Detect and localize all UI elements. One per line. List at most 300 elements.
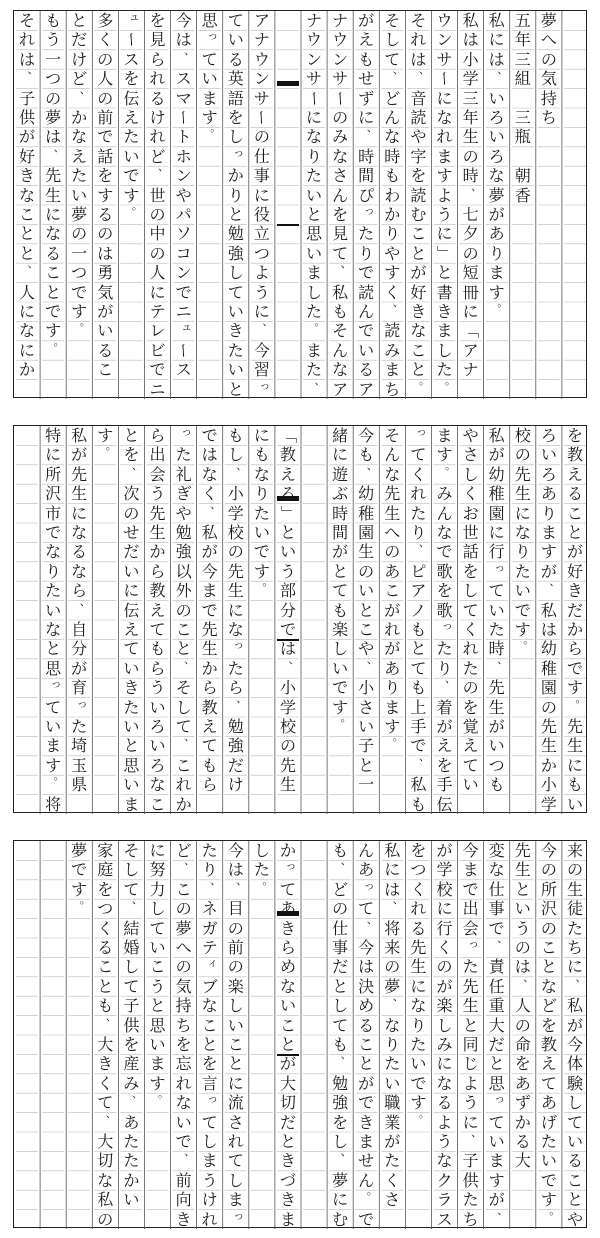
manuscript-character: 、 [131, 458, 143, 472]
manuscript-character: の [540, 49, 557, 69]
manuscript-character: が [436, 717, 453, 736]
manuscript-character: を [514, 1054, 531, 1074]
manuscript-character: は [175, 30, 192, 50]
manuscript-character: っ [233, 145, 245, 159]
manuscript-character: ィ [207, 956, 219, 970]
manuscript-character: い [123, 561, 140, 581]
manuscript-character: で [71, 282, 88, 302]
manuscript-character: ろ [149, 717, 166, 736]
manuscript-character: い [227, 1015, 244, 1035]
manuscript-character: た [540, 1132, 557, 1151]
manuscript-character: と [305, 205, 322, 224]
manuscript-character: 先 [201, 620, 218, 639]
manuscript-character: し [436, 1015, 453, 1035]
manuscript-character: サ [305, 69, 322, 89]
manuscript-character: り [410, 523, 427, 542]
manuscript-character: ま [462, 860, 479, 880]
manuscript-character: 、 [340, 1048, 352, 1062]
manuscript-character: な [71, 561, 88, 581]
manuscript-character: た [410, 1035, 427, 1054]
manuscript-character: あ [384, 658, 401, 678]
manuscript-character: ろ [540, 464, 557, 484]
manuscript-character: の [227, 918, 244, 938]
manuscript-character: 礼 [175, 464, 192, 484]
manuscript-character: る [45, 243, 62, 263]
manuscript-character: な [279, 976, 296, 996]
manuscript-character: た [227, 658, 244, 678]
manuscript-character: を [410, 841, 427, 860]
manuscript-character: 験 [566, 1073, 583, 1093]
manuscript-character: い [123, 658, 140, 678]
manuscript-character: て [540, 1073, 557, 1093]
manuscript-character: と [97, 976, 114, 996]
manuscript-character: つ [488, 755, 505, 775]
manuscript-character: 、 [497, 1203, 509, 1217]
manuscript-character: 、 [131, 1087, 143, 1101]
manuscript-character: 自 [71, 620, 88, 639]
manuscript-character: く [97, 30, 114, 50]
manuscript-character: 手 [436, 775, 453, 795]
manuscript-character: に [436, 1054, 453, 1074]
manuscript-character: て [410, 658, 427, 678]
manuscript-character: 人 [149, 263, 166, 283]
manuscript-character: な [305, 127, 322, 147]
manuscript-character: り [45, 561, 62, 581]
manuscript-character: 私 [566, 996, 583, 1016]
manuscript-character: が [488, 717, 505, 736]
manuscript-character: て [149, 620, 166, 639]
manuscript-character: ピ [410, 561, 427, 581]
manuscript-character: て [201, 1112, 218, 1132]
manuscript-character: な [45, 542, 62, 562]
manuscript-character: 読 [384, 321, 401, 341]
manuscript-character: 、 [236, 458, 248, 472]
manuscript-character: 夢 [71, 205, 88, 224]
manuscript-character: で [358, 321, 375, 341]
manuscript-character: の [332, 899, 349, 919]
manuscript-character: 生 [45, 185, 62, 205]
manuscript-character: な [488, 860, 505, 880]
manuscript-character: い [305, 243, 322, 263]
manuscript-character: 学 [540, 794, 557, 814]
manuscript-character: 私 [201, 523, 218, 542]
manuscript-character: 強 [227, 736, 244, 756]
manuscript-character: 生 [514, 860, 531, 880]
manuscript-character: っ [233, 1208, 245, 1222]
manuscript-character: す [71, 302, 88, 321]
manuscript-character: く [462, 620, 479, 639]
manuscript-character: す [436, 166, 453, 186]
manuscript-character: 間 [332, 523, 349, 542]
manuscript-character: う [45, 30, 62, 50]
manuscript-character: ま [201, 1151, 218, 1171]
manuscript-character: ど [175, 841, 192, 860]
manuscript-character: も [384, 166, 401, 186]
manuscript-character: で [279, 620, 296, 639]
manuscript-character: ウ [305, 30, 322, 50]
manuscript-character: 先 [514, 841, 531, 860]
manuscript-character: は [462, 30, 479, 50]
manuscript-character: 、 [523, 970, 535, 984]
manuscript-character: な [436, 108, 453, 127]
manuscript-character: つ [71, 263, 88, 283]
manuscript-character: ど [149, 146, 166, 166]
manuscript-character: 思 [123, 755, 140, 775]
manuscript-character: い [488, 1132, 505, 1151]
manuscript-character: 前 [175, 1170, 192, 1190]
manuscript-character: こ [410, 224, 427, 244]
manuscript-character: っ [363, 878, 375, 892]
manuscript-character: 先 [540, 717, 557, 736]
manuscript-character: は [410, 49, 427, 69]
manuscript-character: す [384, 263, 401, 283]
manuscript-character: 人 [97, 69, 114, 89]
manuscript-character: 時 [462, 166, 479, 186]
manuscript-character: う [149, 976, 166, 996]
manuscript-character: 供 [462, 1170, 479, 1190]
manuscript-character: を [332, 205, 349, 224]
manuscript-character: ち [175, 1015, 192, 1035]
manuscript-character: れ [410, 484, 427, 504]
manuscript-character: ら [279, 938, 296, 957]
manuscript-character: こ [149, 794, 166, 814]
manuscript-character: り [201, 860, 218, 880]
manuscript-character: 変 [488, 841, 505, 860]
manuscript-character: 沢 [45, 484, 62, 504]
manuscript-character: 任 [488, 976, 505, 996]
manuscript-character: 会 [149, 464, 166, 484]
manuscript-character: 冊 [462, 282, 479, 302]
manuscript-character: こ [175, 879, 192, 899]
manuscript-character: 行 [436, 918, 453, 938]
manuscript-character: の [540, 918, 557, 938]
manuscript-character: な [18, 321, 35, 341]
manuscript-character: 大 [488, 1015, 505, 1035]
manuscript-character: い [149, 697, 166, 717]
manuscript-character: や [175, 503, 192, 523]
manuscript-character: 供 [18, 108, 35, 127]
manuscript-character: い [149, 938, 166, 957]
manuscript-character: よ [462, 1073, 479, 1093]
manuscript-character: な [71, 523, 88, 542]
manuscript-character: て [123, 639, 140, 659]
manuscript-character: ナ [332, 11, 349, 30]
manuscript-character: 会 [462, 918, 479, 938]
manuscript-character: ナ [462, 360, 479, 380]
manuscript-character: 命 [514, 1035, 531, 1054]
manuscript-character: あ [488, 224, 505, 244]
manuscript-character: で [253, 542, 270, 562]
manuscript-character: い [253, 523, 270, 542]
manuscript-character: ち [540, 108, 557, 127]
manuscript-character: 今 [358, 426, 375, 445]
manuscript-character: つ [97, 899, 114, 919]
manuscript-character: は [488, 49, 505, 69]
manuscript-character: 生 [488, 697, 505, 717]
manuscript-character: だ [227, 755, 244, 775]
manuscript-character: た [514, 561, 531, 581]
manuscript-character: う [279, 561, 296, 581]
manuscript-character: ン [175, 166, 192, 186]
manuscript-character: 小 [227, 484, 244, 504]
manuscript-character: が [540, 561, 557, 581]
manuscript-character: 中 [149, 224, 166, 244]
manuscript-character: あ [279, 899, 296, 919]
manuscript-character [512, 147, 533, 166]
manuscript-character: 思 [305, 224, 322, 244]
manuscript-character: 思 [149, 1015, 166, 1035]
manuscript-character: 忘 [175, 1054, 192, 1074]
manuscript-character: が [488, 1190, 505, 1210]
manuscript-character: す [566, 678, 583, 698]
manuscript-character: 夢 [71, 841, 88, 860]
manuscript-character: ア [410, 581, 427, 601]
manuscript-character: い [514, 581, 531, 601]
manuscript-character: ん [384, 445, 401, 465]
manuscript-character: で [71, 860, 88, 880]
manuscript-character: 一 [71, 243, 88, 263]
manuscript-character: 、 [392, 296, 404, 309]
manuscript-character: む [410, 205, 427, 224]
manuscript-character: 。 [131, 199, 143, 212]
manuscript-character: き [227, 321, 244, 341]
manuscript-character: 生 [540, 736, 557, 756]
manuscript-character: 先 [45, 166, 62, 186]
manuscript-character: て [123, 879, 140, 899]
manuscript-character: を [540, 1015, 557, 1035]
manuscript-character: 年 [462, 108, 479, 127]
manuscript-character: 、 [471, 1126, 483, 1139]
manuscript-character: で [566, 658, 583, 678]
manuscript-character: て [97, 1093, 114, 1113]
manuscript-character: ず [358, 88, 375, 108]
manuscript-character: は [201, 445, 218, 465]
manuscript-character: 婚 [123, 938, 140, 957]
manuscript-character: え [123, 108, 140, 127]
manuscript-character: と [358, 1054, 375, 1074]
manuscript-character: 所 [540, 879, 557, 899]
manuscript-character: 。 [445, 373, 456, 387]
manuscript-character: 七 [462, 205, 479, 224]
manuscript-character: 、 [184, 854, 196, 868]
manuscript-character: へ [540, 30, 557, 50]
manuscript-character: 稚 [540, 658, 557, 678]
manuscript-character: に [436, 88, 453, 108]
manuscript-character: で [410, 736, 427, 756]
manuscript-character: し [227, 996, 244, 1016]
manuscript-character: ー [174, 109, 194, 126]
manuscript-character: も [358, 445, 375, 465]
manuscript-character: 覚 [462, 717, 479, 736]
manuscript-character: 今 [227, 841, 244, 860]
manuscript-character: う [436, 1132, 453, 1151]
manuscript-character: や [410, 127, 427, 147]
manuscript-character: 教 [566, 445, 583, 465]
manuscript-character: な [97, 1170, 114, 1190]
manuscript-character: 大 [97, 1132, 114, 1151]
manuscript-character: の [514, 938, 531, 957]
manuscript-character: 香 [514, 185, 531, 205]
manuscript-character: を [123, 445, 140, 465]
manuscript-character: つ [45, 69, 62, 89]
manuscript-character: と [123, 736, 140, 756]
manuscript-character: と [488, 1054, 505, 1074]
manuscript-character: る [514, 1132, 531, 1151]
manuscript-character: も [488, 775, 505, 795]
manuscript-character: で [97, 127, 114, 147]
manuscript-character: が [488, 445, 505, 465]
manuscript-character: め [358, 996, 375, 1016]
manuscript-character: 、 [366, 458, 378, 472]
manuscript-character: 行 [488, 542, 505, 562]
manuscript-character: に [305, 108, 322, 127]
manuscript-character: し [462, 581, 479, 601]
manuscript-character: 分 [71, 639, 88, 659]
manuscript-character: 勉 [332, 1073, 349, 1093]
manuscript-character: 生 [358, 542, 375, 562]
manuscript-character: と [332, 561, 349, 581]
manuscript-character: な [332, 360, 349, 380]
manuscript-character: で [358, 1209, 375, 1229]
manuscript-character: っ [363, 204, 375, 217]
manuscript-character: 沢 [540, 899, 557, 919]
manuscript-character: 。 [262, 873, 274, 887]
manuscript-character: 。 [314, 315, 326, 329]
manuscript-character: に [253, 426, 270, 445]
manuscript-character: や [462, 426, 479, 445]
manuscript-character: が [488, 205, 505, 224]
manuscript-character: だ [123, 542, 140, 562]
manuscript-character: 幼 [540, 639, 557, 659]
manuscript-character: こ [566, 503, 583, 523]
manuscript-character: 、 [79, 82, 91, 96]
manuscript-character: つ [253, 243, 270, 263]
manuscript-character: 多 [97, 11, 114, 30]
manuscript-character: 語 [227, 88, 244, 108]
manuscript-character: い [514, 899, 531, 919]
manuscript-character: ー [435, 70, 454, 87]
manuscript-character: の [97, 224, 114, 244]
manuscript-character: ス [175, 69, 192, 89]
manuscript-character: 。 [497, 296, 509, 309]
manuscript-character: 時 [488, 639, 505, 659]
manuscript-character: 、 [262, 315, 274, 329]
manuscript-character: ち [462, 1209, 479, 1229]
manuscript-character: れ [410, 30, 427, 50]
manuscript-character: た [227, 340, 244, 360]
manuscript-character: え [71, 146, 88, 166]
manuscript-character: う [149, 484, 166, 504]
manuscript-character: は [514, 957, 531, 977]
manuscript-character: 私 [540, 600, 557, 620]
manuscript-character: た [305, 166, 322, 186]
manuscript-character: 学 [227, 503, 244, 523]
manuscript-character: ュ [181, 320, 193, 334]
manuscript-character: し [332, 996, 349, 1016]
manuscript-character: 短 [462, 263, 479, 283]
manuscript-character: き [279, 1151, 296, 1171]
manuscript-character: る [97, 205, 114, 224]
manuscript-character: す [123, 185, 140, 205]
manuscript-character: た [462, 1190, 479, 1210]
manuscript-character: せ [123, 523, 140, 542]
manuscript-character: ス [123, 49, 140, 69]
manuscript-character: 。 [105, 439, 117, 453]
manuscript-character: 子 [123, 996, 140, 1016]
manuscript-character: た [436, 639, 453, 659]
manuscript-character: と [410, 360, 427, 380]
manuscript-character: 。 [392, 730, 404, 744]
manuscript-character: ん [358, 1170, 375, 1190]
manuscript-character: お [462, 503, 479, 523]
manuscript-character: い [201, 69, 218, 89]
manuscript-character: ら [149, 426, 166, 445]
manuscript-character: 勉 [227, 717, 244, 736]
manuscript-character: で [358, 1093, 375, 1113]
manuscript-character: く [410, 879, 427, 899]
manuscript-character: と [71, 11, 88, 30]
manuscript-character: す [45, 755, 62, 775]
manuscript-character: 書 [436, 282, 453, 302]
manuscript-character: た [436, 360, 453, 380]
manuscript-character: ち [566, 938, 583, 957]
manuscript-character: た [71, 717, 88, 736]
manuscript-character: な [253, 464, 270, 484]
manuscript-character: 上 [410, 697, 427, 717]
manuscript-character: 。 [210, 121, 222, 135]
manuscript-character: と [18, 243, 35, 263]
manuscript-character: た [123, 1151, 140, 1171]
manuscript-character: ま [123, 794, 140, 814]
manuscript-character: 。 [53, 769, 65, 783]
manuscript-character: を [227, 108, 244, 127]
manuscript-character: い [566, 1132, 583, 1151]
manuscript-character: と [279, 523, 296, 542]
manuscript-character: く [410, 464, 427, 484]
manuscript-character: か [279, 841, 296, 860]
manuscript-character: 伝 [123, 88, 140, 108]
manuscript-character: な [149, 775, 166, 795]
manuscript-character: あ [540, 1093, 557, 1113]
manuscript-character: っ [233, 638, 245, 652]
manuscript-character: 組 [514, 69, 531, 89]
manuscript-character: つ [410, 860, 427, 880]
manuscript-character: 生 [462, 127, 479, 147]
manuscript-character: い [123, 775, 140, 795]
essay-text [14, 11, 586, 397]
manuscript-character: 、 [236, 691, 248, 705]
manuscript-character: が [436, 976, 453, 996]
manuscript-character: 世 [462, 523, 479, 542]
manuscript-character: 持 [175, 996, 192, 1016]
manuscript-character: ま [305, 340, 322, 360]
manuscript-character: な [384, 464, 401, 484]
manuscript-character: る [566, 1151, 583, 1171]
manuscript-character: み [123, 1073, 140, 1093]
manuscript-character: な [332, 146, 349, 166]
manuscript-character: っ [494, 1092, 506, 1106]
manuscript-character: と [175, 639, 192, 659]
manuscript-character: 気 [175, 976, 192, 996]
manuscript-character: を [566, 426, 583, 445]
manuscript-character: 出 [149, 445, 166, 465]
manuscript-character: に [514, 503, 531, 523]
manuscript-character: け [227, 775, 244, 795]
manuscript-character: 大 [97, 1035, 114, 1054]
manuscript-character: い [279, 542, 296, 562]
manuscript-character: が [566, 1015, 583, 1035]
manuscript-character: 瓶 [514, 127, 531, 147]
